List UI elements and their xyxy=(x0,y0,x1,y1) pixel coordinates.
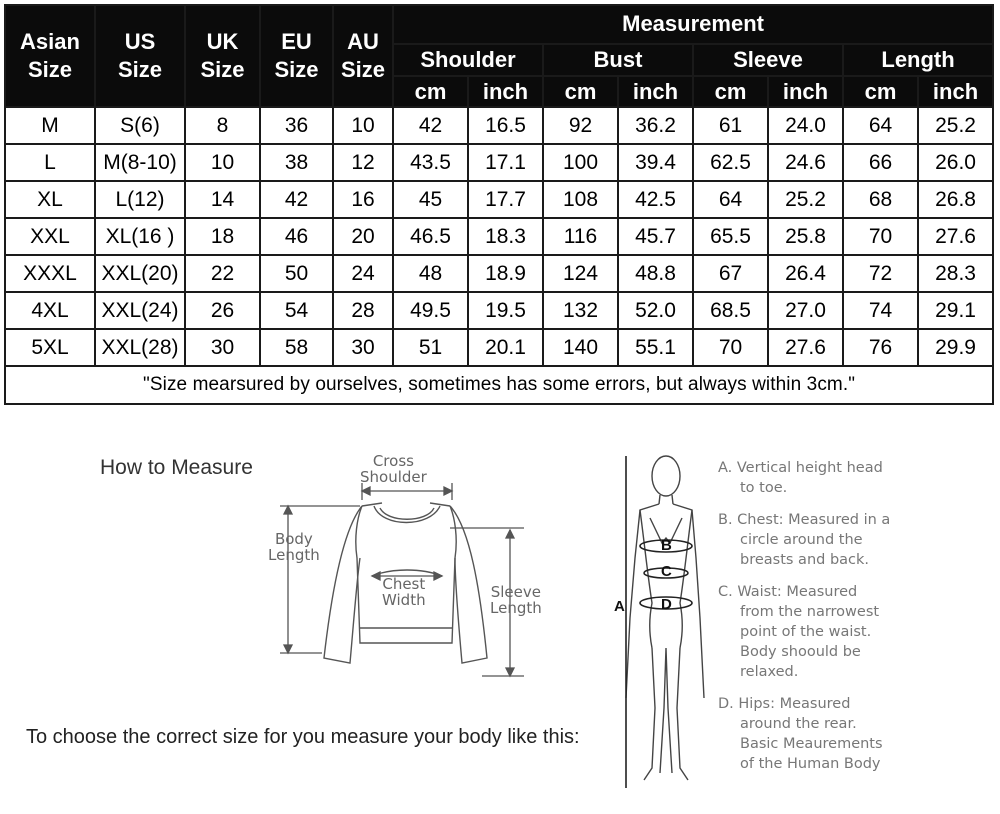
table-cell: 54 xyxy=(260,292,333,329)
body-figure-diagram xyxy=(600,448,710,798)
table-cell: 24.0 xyxy=(768,107,843,144)
table-cell: 132 xyxy=(543,292,618,329)
table-cell: 12 xyxy=(333,144,393,181)
table-cell: 100 xyxy=(543,144,618,181)
table-cell: XXL(20) xyxy=(95,255,185,292)
header-unit: inch xyxy=(918,76,993,107)
header-sleeve: Sleeve xyxy=(693,44,843,77)
header-shoulder: Shoulder xyxy=(393,44,543,77)
table-cell: 39.4 xyxy=(618,144,693,181)
table-cell: 116 xyxy=(543,218,618,255)
table-cell: 45 xyxy=(393,181,468,218)
table-cell: 52.0 xyxy=(618,292,693,329)
table-cell: M(8-10) xyxy=(95,144,185,181)
header-bust: Bust xyxy=(543,44,693,77)
table-cell: 74 xyxy=(843,292,918,329)
table-cell: 42 xyxy=(393,107,468,144)
table-cell: 36.2 xyxy=(618,107,693,144)
table-cell: 29.1 xyxy=(918,292,993,329)
header-unit: cm xyxy=(843,76,918,107)
how-to-measure-title: How to Measure xyxy=(100,456,253,479)
measurement-notes xyxy=(718,458,998,786)
table-cell: 68 xyxy=(843,181,918,218)
table-cell: 65.5 xyxy=(693,218,768,255)
cross-shoulder-label: Cross Shoulder xyxy=(360,452,427,486)
table-cell: 108 xyxy=(543,181,618,218)
table-row xyxy=(5,181,993,218)
table-cell: 30 xyxy=(333,329,393,366)
table-cell: 46 xyxy=(260,218,333,255)
table-cell: 64 xyxy=(843,107,918,144)
table-cell: XL xyxy=(5,181,95,218)
note-c: C. Waist: Measured from the narrowest point of the waist. Body shoould be relaxed. xyxy=(718,584,880,680)
table-cell: 19.5 xyxy=(468,292,543,329)
figure-label-c: C xyxy=(661,563,672,580)
note-a: A. Vertical height head to toe. xyxy=(718,460,883,496)
table-cell: XXL(28) xyxy=(95,329,185,366)
table-cell: 24.6 xyxy=(768,144,843,181)
header-uk-size: UK Size xyxy=(185,5,260,107)
table-cell: L(12) xyxy=(95,181,185,218)
table-cell: XXL(24) xyxy=(95,292,185,329)
header-unit: inch xyxy=(618,76,693,107)
figure-label-b: B xyxy=(661,537,672,554)
table-cell: 8 xyxy=(185,107,260,144)
table-cell: 14 xyxy=(185,181,260,218)
table-cell: 58 xyxy=(260,329,333,366)
header-unit: cm xyxy=(543,76,618,107)
header-length: Length xyxy=(843,44,993,77)
table-cell: 64 xyxy=(693,181,768,218)
table-cell: 26.0 xyxy=(918,144,993,181)
table-row xyxy=(5,107,993,144)
table-cell: 38 xyxy=(260,144,333,181)
table-cell: 18.3 xyxy=(468,218,543,255)
table-cell: 124 xyxy=(543,255,618,292)
table-cell: 26.8 xyxy=(918,181,993,218)
table-cell: 26.4 xyxy=(768,255,843,292)
table-cell: 27.6 xyxy=(768,329,843,366)
table-cell: 62.5 xyxy=(693,144,768,181)
table-cell: 28.3 xyxy=(918,255,993,292)
table-cell: L xyxy=(5,144,95,181)
table-cell: 30 xyxy=(185,329,260,366)
table-cell: 36 xyxy=(260,107,333,144)
table-cell: 27.6 xyxy=(918,218,993,255)
table-cell: 61 xyxy=(693,107,768,144)
table-cell: 25.2 xyxy=(768,181,843,218)
table-row xyxy=(5,292,993,329)
table-cell: 46.5 xyxy=(393,218,468,255)
table-row xyxy=(5,329,993,366)
table-row xyxy=(5,144,993,181)
table-cell: 70 xyxy=(843,218,918,255)
table-cell: 25.2 xyxy=(918,107,993,144)
table-cell: 27.0 xyxy=(768,292,843,329)
table-cell: XXL xyxy=(5,218,95,255)
header-measurement: Measurement xyxy=(393,5,993,44)
figure-label-a: A xyxy=(614,598,625,615)
table-cell: 51 xyxy=(393,329,468,366)
table-cell: 17.7 xyxy=(468,181,543,218)
header-us-size: US Size xyxy=(95,5,185,107)
table-cell: 16 xyxy=(333,181,393,218)
table-cell: 68.5 xyxy=(693,292,768,329)
table-cell: 4XL xyxy=(5,292,95,329)
header-au-size: AU Size xyxy=(333,5,393,107)
measurement-note: "Size mearsured by ourselves, sometimes has some errors, but always within 3cm." xyxy=(5,366,993,404)
table-cell: 48.8 xyxy=(618,255,693,292)
table-cell: 43.5 xyxy=(393,144,468,181)
table-cell: 28 xyxy=(333,292,393,329)
table-row xyxy=(5,218,993,255)
table-cell: 67 xyxy=(693,255,768,292)
table-cell: 140 xyxy=(543,329,618,366)
table-cell: 45.7 xyxy=(618,218,693,255)
table-cell: 42 xyxy=(260,181,333,218)
table-cell: M xyxy=(5,107,95,144)
table-cell: 48 xyxy=(393,255,468,292)
table-cell: XXXL xyxy=(5,255,95,292)
note-b: B. Chest: Measured in a circle around the breasts and back. xyxy=(718,512,891,568)
sleeve-length-label: Sleeve Length xyxy=(490,583,542,617)
header-eu-size: EU Size xyxy=(260,5,333,107)
header-asian-size: Asian Size xyxy=(5,5,95,107)
body-length-label: Body Length xyxy=(268,530,320,564)
table-cell: 10 xyxy=(185,144,260,181)
figure-label-d: D xyxy=(661,596,672,613)
header-unit: cm xyxy=(693,76,768,107)
table-cell: 42.5 xyxy=(618,181,693,218)
table-cell: 50 xyxy=(260,255,333,292)
table-cell: 17.1 xyxy=(468,144,543,181)
table-cell: 20.1 xyxy=(468,329,543,366)
table-cell: 18 xyxy=(185,218,260,255)
header-unit: inch xyxy=(768,76,843,107)
table-cell: 25.8 xyxy=(768,218,843,255)
table-cell: 72 xyxy=(843,255,918,292)
table-cell: 24 xyxy=(333,255,393,292)
table-cell: S(6) xyxy=(95,107,185,144)
table-row xyxy=(5,255,993,292)
header-unit: cm xyxy=(393,76,468,107)
size-chart-table xyxy=(4,4,994,405)
header-unit: inch xyxy=(468,76,543,107)
instruction-text: To choose the correct size for you measure your body like this: xyxy=(26,726,580,748)
note-d: D. Hips: Measured around the rear. Basic Meaurements of the Human Body xyxy=(718,696,883,772)
table-cell: 66 xyxy=(843,144,918,181)
table-cell: 76 xyxy=(843,329,918,366)
table-cell: 16.5 xyxy=(468,107,543,144)
table-cell: 22 xyxy=(185,255,260,292)
table-cell: 18.9 xyxy=(468,255,543,292)
table-cell: 70 xyxy=(693,329,768,366)
table-cell: 55.1 xyxy=(618,329,693,366)
table-cell: 10 xyxy=(333,107,393,144)
table-cell: XL(16 ) xyxy=(95,218,185,255)
chest-width-label: Chest Width xyxy=(382,575,426,609)
table-cell: 49.5 xyxy=(393,292,468,329)
table-cell: 20 xyxy=(333,218,393,255)
table-cell: 26 xyxy=(185,292,260,329)
table-cell: 92 xyxy=(543,107,618,144)
table-cell: 5XL xyxy=(5,329,95,366)
table-cell: 29.9 xyxy=(918,329,993,366)
